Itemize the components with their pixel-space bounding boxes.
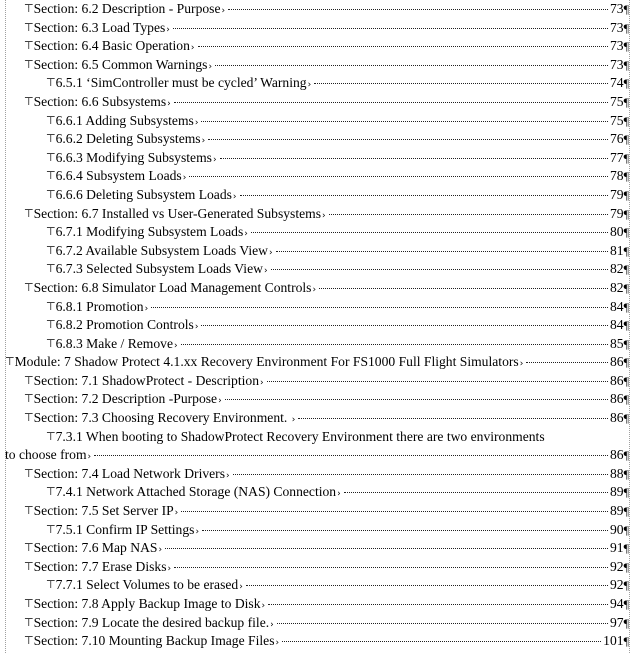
pilcrow-icon: ¶ [623, 2, 629, 16]
tab-marker-icon: ⊤ [46, 485, 56, 499]
toc-entry-title [24, 465, 231, 486]
pilcrow-icon: ¶ [623, 150, 629, 165]
toc-entry-title [24, 539, 163, 560]
toc-entry-title [46, 112, 199, 133]
toc-entry-text: 6.6.3 Modifying Subsystems [55, 149, 212, 165]
pilcrow-icon: ¶ [623, 299, 629, 314]
pilcrow-icon: ¶ [623, 94, 629, 109]
toc-entry-title [46, 335, 179, 356]
toc-entry[interactable] [0, 409, 636, 428]
tab-marker-icon: ⊤ [46, 299, 56, 313]
toc-entry-title [24, 37, 196, 58]
toc-entry-text: Section: 6.6 Subsystems [33, 93, 167, 109]
leader-end-marker-icon: › [174, 508, 179, 519]
tab-marker-icon: ⊤ [24, 634, 34, 648]
dot-leader [268, 604, 608, 605]
dot-leader [173, 28, 608, 29]
toc-entry-text: Module: 7 Shadow Protect 4.1.xx Recovery Environment For FS1000 Full Flight Simulators [14, 354, 519, 370]
pilcrow-icon: ¶ [623, 485, 629, 500]
toc-page-number: 79¶ [609, 205, 629, 221]
toc-entry[interactable] [0, 316, 636, 335]
toc-entry[interactable] [0, 614, 636, 633]
toc-page-number: 79¶ [609, 186, 629, 202]
toc-page-number: 84¶ [609, 317, 629, 333]
leader-end-marker-icon: › [144, 303, 149, 314]
tab-marker-icon: ⊤ [24, 373, 34, 387]
pilcrow-icon: ¶ [623, 373, 629, 388]
tab-marker-icon: ⊤ [46, 132, 56, 146]
pilcrow-icon: ¶ [623, 76, 629, 91]
toc-entry-text: 6.7.2 Available Subsystem Loads View [55, 242, 268, 258]
pilcrow-icon: ¶ [623, 411, 629, 426]
dot-leader [314, 83, 608, 84]
tab-marker-icon: ⊤ [24, 94, 34, 108]
toc-entry-title [24, 595, 266, 616]
pilcrow-icon: ¶ [623, 20, 629, 35]
toc-entry-title [46, 316, 199, 337]
toc-page-number: 92¶ [609, 577, 629, 593]
dot-leader [344, 492, 608, 493]
tab-marker-icon: ⊤ [46, 336, 56, 350]
dot-leader [220, 158, 608, 159]
toc-entry-title [24, 409, 296, 430]
leader-end-marker-icon: › [307, 80, 312, 91]
toc-entry[interactable] [0, 279, 636, 298]
toc-page-number: 77¶ [609, 149, 629, 165]
toc-entry-title [46, 74, 312, 95]
dot-leader [201, 325, 608, 326]
toc-page-number: 81¶ [609, 242, 629, 258]
tab-marker-icon: ⊤ [46, 262, 56, 276]
tab-marker-icon: ⊤ [24, 597, 34, 610]
toc-entry-text: 7.7.1 Select Volumes to be erased [55, 577, 239, 593]
toc-page-number: 78¶ [609, 168, 629, 184]
dot-leader [276, 251, 608, 252]
toc-entry[interactable] [0, 112, 636, 131]
tab-marker-icon: ⊤ [24, 411, 34, 425]
pilcrow-icon: ¶ [623, 634, 629, 649]
toc-entry[interactable] [0, 465, 636, 484]
toc-entry-text: 6.7.1 Modifying Subsystem Loads [55, 224, 244, 240]
toc-entry-text: Section: 6.2 Description - Purpose [33, 1, 221, 16]
toc-entry-text: Section: 7.8 Apply Backup Image to Disk [33, 596, 261, 611]
dot-leader [329, 214, 608, 215]
pilcrow-icon: ¶ [623, 504, 629, 519]
toc-entry-title [46, 130, 206, 151]
toc-entry-title [46, 167, 187, 188]
dot-leader [225, 399, 608, 400]
pilcrow-icon: ¶ [623, 225, 629, 240]
toc-page-number: 92¶ [609, 558, 629, 574]
tab-marker-icon: ⊤ [24, 559, 34, 573]
pilcrow-icon: ¶ [623, 206, 629, 221]
leader-end-marker-icon: › [268, 247, 273, 258]
tab-marker-icon: ⊤ [24, 504, 34, 518]
dot-leader [526, 362, 608, 363]
pilcrow-icon: ¶ [623, 615, 629, 630]
toc-entry[interactable] [0, 298, 636, 317]
dot-leader [181, 344, 608, 345]
tab-marker-icon: ⊤ [5, 355, 15, 369]
toc-entry[interactable] [0, 428, 636, 447]
leader-end-marker-icon: › [167, 563, 172, 574]
leader-end-marker-icon: › [174, 340, 178, 351]
toc-page-number: 89¶ [609, 503, 629, 519]
dot-leader [319, 288, 608, 289]
leader-end-marker-icon: › [212, 154, 217, 165]
toc-entry[interactable] [0, 632, 636, 651]
leader-end-marker-icon: › [322, 210, 326, 221]
dot-leader [181, 511, 608, 512]
tab-marker-icon: ⊤ [24, 57, 34, 71]
toc-entry[interactable] [0, 558, 636, 577]
toc-page-number: 97¶ [609, 614, 629, 630]
toc-entry-title [24, 632, 280, 653]
tab-marker-icon: ⊤ [24, 20, 34, 34]
leader-end-marker-icon: › [218, 396, 222, 407]
dot-leader [267, 381, 608, 382]
toc-entry-title [24, 502, 179, 523]
toc-entry-title [24, 614, 275, 635]
toc-entry-text: Section: 7.4 Load Network Drivers [33, 465, 225, 481]
leader-end-marker-icon: › [519, 359, 524, 370]
toc-entry[interactable] [0, 56, 636, 75]
toc-page-number: 73¶ [609, 19, 629, 35]
toc-entry-text: Section: 7.7 Erase Disks [33, 558, 167, 574]
toc-entry-text: Section: 7.10 Mounting Backup Image Files [33, 633, 275, 649]
toc-page-number: 82¶ [609, 261, 629, 277]
toc-entry[interactable] [0, 390, 636, 409]
toc-page-number: 73¶ [609, 56, 629, 72]
toc-page-number: 75¶ [609, 112, 629, 128]
pilcrow-icon: ¶ [623, 355, 629, 370]
pilcrow-icon: ¶ [623, 466, 629, 481]
toc-entry-title [46, 428, 546, 448]
toc-entry[interactable] [0, 167, 636, 186]
toc-entry-text: 6.7.3 Selected Subsystem Loads View [55, 261, 263, 277]
toc-entry[interactable] [0, 260, 636, 279]
toc-entry[interactable] [0, 353, 636, 372]
toc-entry-text: 6.6.6 Deleting Subsystem Loads [55, 186, 232, 202]
leader-end-marker-icon: › [158, 545, 163, 556]
tab-marker-icon: ⊤ [46, 225, 56, 239]
toc-entry-text: Section: 7.9 Locate the desired backup file. [33, 614, 270, 630]
dot-leader [94, 455, 608, 456]
leader-end-marker-icon: › [194, 117, 199, 128]
toc-entry[interactable] [0, 335, 636, 354]
toc-page-number: 73¶ [609, 1, 629, 16]
toc-entry[interactable] [0, 576, 636, 595]
pilcrow-icon: ¶ [623, 336, 629, 351]
toc-entry-title [24, 279, 317, 300]
leader-end-marker-icon: › [166, 24, 170, 35]
pilcrow-icon: ¶ [623, 132, 629, 147]
pilcrow-icon: ¶ [623, 578, 629, 593]
toc-page-number: 84¶ [609, 298, 629, 314]
toc-page-number: 75¶ [609, 93, 629, 109]
leader-end-marker-icon: › [226, 470, 230, 481]
toc-entry[interactable] [0, 223, 636, 242]
dot-leader [298, 418, 608, 419]
dot-leader [201, 121, 608, 122]
leader-end-marker-icon: › [232, 191, 237, 202]
leader-end-marker-icon: › [167, 98, 171, 109]
tab-marker-icon: ⊤ [24, 206, 34, 220]
toc-entry-title [24, 93, 172, 114]
toc-entry-text: Section: 7.5 Set Server IP [33, 503, 174, 519]
tab-marker-icon: ⊤ [24, 466, 34, 480]
tab-marker-icon: ⊤ [46, 76, 56, 90]
toc-page-number: 94¶ [609, 596, 629, 611]
toc-entry-title [46, 521, 200, 542]
dot-leader [228, 9, 608, 10]
pilcrow-icon: ¶ [623, 57, 629, 72]
pilcrow-icon: ¶ [623, 169, 629, 184]
toc-entry-text: 7.5.1 Confirm IP Settings [55, 521, 195, 537]
tab-marker-icon: ⊤ [24, 392, 34, 406]
toc-entry-text: to choose from [5, 447, 87, 463]
toc-entry[interactable] [0, 19, 636, 38]
pilcrow-icon: ¶ [623, 448, 629, 463]
pilcrow-icon: ¶ [623, 597, 629, 611]
leader-end-marker-icon: › [195, 526, 200, 537]
leader-end-marker-icon: › [194, 322, 199, 333]
dot-leader [246, 585, 608, 586]
toc-entry-text: Section: 6.8 Simulator Load Management Controls [33, 279, 312, 295]
toc-entry-title [5, 446, 92, 467]
toc-page-number: 91¶ [609, 540, 629, 556]
dot-leader [251, 232, 608, 233]
toc-entry-text: 6.8.1 Promotion [55, 298, 144, 314]
dot-leader [174, 102, 608, 103]
toc-entry[interactable] [0, 502, 636, 521]
toc-page-number: 86¶ [609, 354, 629, 370]
toc-entry-text: Section: 7.1 ShadowProtect - Description [33, 372, 259, 388]
leader-end-marker-icon: › [182, 173, 187, 184]
toc-entry-title [24, 0, 226, 21]
tab-marker-icon: ⊤ [46, 169, 56, 183]
toc-entry[interactable] [0, 205, 636, 224]
dot-leader [151, 307, 608, 308]
leader-end-marker-icon: › [260, 377, 264, 388]
toc-entry-title [46, 298, 149, 319]
dot-leader [271, 269, 608, 270]
toc-entry[interactable] [0, 74, 636, 93]
tab-marker-icon: ⊤ [46, 318, 56, 332]
dot-leader [277, 623, 608, 624]
pilcrow-icon: ¶ [623, 522, 629, 537]
dot-leader [198, 46, 608, 47]
tab-marker-icon: ⊤ [46, 113, 56, 127]
dot-leader [215, 65, 608, 66]
toc-entry-title [46, 223, 249, 244]
dot-leader [165, 548, 608, 549]
leader-end-marker-icon: › [291, 415, 296, 426]
pilcrow-icon: ¶ [623, 243, 629, 258]
toc-entry[interactable] [0, 483, 636, 502]
leader-end-marker-icon: › [208, 61, 213, 72]
toc-entry[interactable] [0, 149, 636, 168]
tab-marker-icon: ⊤ [24, 39, 34, 53]
toc-entry[interactable] [0, 446, 636, 465]
dot-leader [174, 567, 608, 568]
dot-leader [202, 530, 608, 531]
pilcrow-icon: ¶ [623, 187, 629, 202]
toc-entry-text: Section: 6.5 Common Warnings [33, 56, 208, 72]
toc-page-number: 73¶ [609, 38, 629, 54]
toc-entry-text: 6.5.1 ‘SimController must be cycled’ Warning [55, 75, 307, 91]
toc-entry[interactable] [0, 521, 636, 540]
pilcrow-icon: ¶ [623, 541, 629, 556]
pilcrow-icon: ¶ [623, 39, 629, 54]
toc-entry[interactable] [0, 37, 636, 56]
toc-entry-text: Section: 7.3 Choosing Recovery Environment. [33, 410, 291, 426]
pilcrow-icon: ¶ [623, 392, 629, 407]
leader-end-marker-icon: › [275, 638, 280, 649]
toc-entry-title [24, 205, 327, 226]
tab-marker-icon: ⊤ [46, 429, 56, 443]
toc-page-number: 80¶ [609, 224, 629, 240]
tab-marker-icon: ⊤ [24, 2, 34, 15]
toc-entry[interactable] [0, 186, 636, 205]
pilcrow-icon: ¶ [623, 113, 629, 128]
toc-entry-title [46, 483, 342, 504]
tab-marker-icon: ⊤ [24, 615, 34, 629]
tab-marker-icon: ⊤ [46, 522, 56, 536]
toc-entry-text: Section: 6.4 Basic Operation [33, 38, 190, 54]
toc-entry[interactable] [0, 130, 636, 149]
toc-page-number: 86¶ [609, 372, 629, 388]
toc-page-number: 101¶ [603, 633, 629, 649]
toc-page-number: 86¶ [609, 447, 629, 463]
toc-entry-text: Section: 7.6 Map NAS [33, 540, 158, 556]
tab-marker-icon: ⊤ [46, 243, 56, 257]
toc-entry[interactable] [0, 539, 636, 558]
toc-entry-text: Section: 7.2 Description -Purpose [33, 391, 218, 407]
leader-end-marker-icon: › [239, 582, 243, 593]
toc-entry-text: 6.8.3 Make / Remove [55, 335, 174, 351]
dot-leader [282, 641, 601, 642]
toc-page-number: 89¶ [609, 484, 629, 500]
leader-end-marker-icon: › [337, 489, 341, 500]
toc-entry-title [46, 576, 244, 597]
dot-leader [233, 474, 608, 475]
toc-entry[interactable] [0, 0, 636, 19]
tab-marker-icon: ⊤ [46, 578, 56, 592]
toc-entry-text: 6.8.2 Promotion Controls [55, 317, 194, 333]
toc-entry-text: Section: 6.7 Installed vs User-Generated Subsystems [33, 205, 322, 221]
toc-page-number: 88¶ [609, 465, 629, 481]
tab-marker-icon: ⊤ [24, 280, 34, 294]
leader-end-marker-icon: › [87, 452, 92, 463]
dot-leader [240, 195, 608, 196]
tab-marker-icon: ⊤ [46, 150, 56, 164]
leader-end-marker-icon: › [244, 229, 248, 240]
toc-entry-title [24, 19, 171, 40]
leader-end-marker-icon: › [221, 6, 226, 16]
toc-entry-title [24, 390, 223, 411]
toc-entry-text: 7.3.1 When booting to ShadowProtect Recovery Environment there are two environments [55, 428, 545, 444]
leader-end-marker-icon: › [261, 601, 266, 611]
leader-end-marker-icon: › [201, 136, 206, 147]
toc-page-number: 85¶ [609, 335, 629, 351]
toc-page-number: 74¶ [609, 75, 629, 91]
toc-entry-title [46, 149, 218, 170]
toc-entry[interactable] [0, 595, 636, 614]
leader-end-marker-icon: › [312, 284, 317, 295]
toc-entry-title [46, 186, 238, 207]
toc-entry[interactable] [0, 93, 636, 112]
toc-page-number: 82¶ [609, 279, 629, 295]
pilcrow-icon: ¶ [623, 318, 629, 333]
leader-end-marker-icon: › [270, 619, 274, 630]
toc-entry-text: 7.4.1 Network Attached Storage (NAS) Connection [55, 484, 337, 500]
dot-leader [208, 139, 608, 140]
pilcrow-icon: ¶ [623, 280, 629, 295]
toc-entry-text: 6.6.2 Deleting Subsystems [55, 131, 201, 147]
leader-end-marker-icon: › [263, 266, 268, 277]
tab-marker-icon: ⊤ [46, 187, 56, 201]
pilcrow-icon: ¶ [623, 559, 629, 574]
toc-entry-title [24, 372, 265, 393]
toc-entry-text: 6.6.4 Subsystem Loads [55, 168, 182, 184]
toc-page-number: 76¶ [609, 131, 629, 147]
toc-page-number: 86¶ [609, 391, 629, 407]
dot-leader [189, 176, 608, 177]
toc-entry-title [46, 242, 274, 263]
toc-entry-text: Section: 6.3 Load Types [33, 19, 166, 35]
toc-entry-title [24, 56, 213, 77]
toc-entry-text: 6.6.1 Adding Subsystems [55, 112, 194, 128]
leader-end-marker-icon: › [190, 43, 195, 54]
pilcrow-icon: ¶ [623, 262, 629, 277]
tab-marker-icon: ⊤ [24, 541, 34, 555]
toc-entry-title [5, 353, 524, 374]
toc-entry[interactable] [0, 242, 636, 261]
toc-entry-title [46, 260, 269, 281]
toc-entry-title [24, 558, 172, 579]
toc-entry[interactable] [0, 372, 636, 391]
toc-page-number: 90¶ [609, 521, 629, 537]
toc-page-number: 86¶ [609, 410, 629, 426]
